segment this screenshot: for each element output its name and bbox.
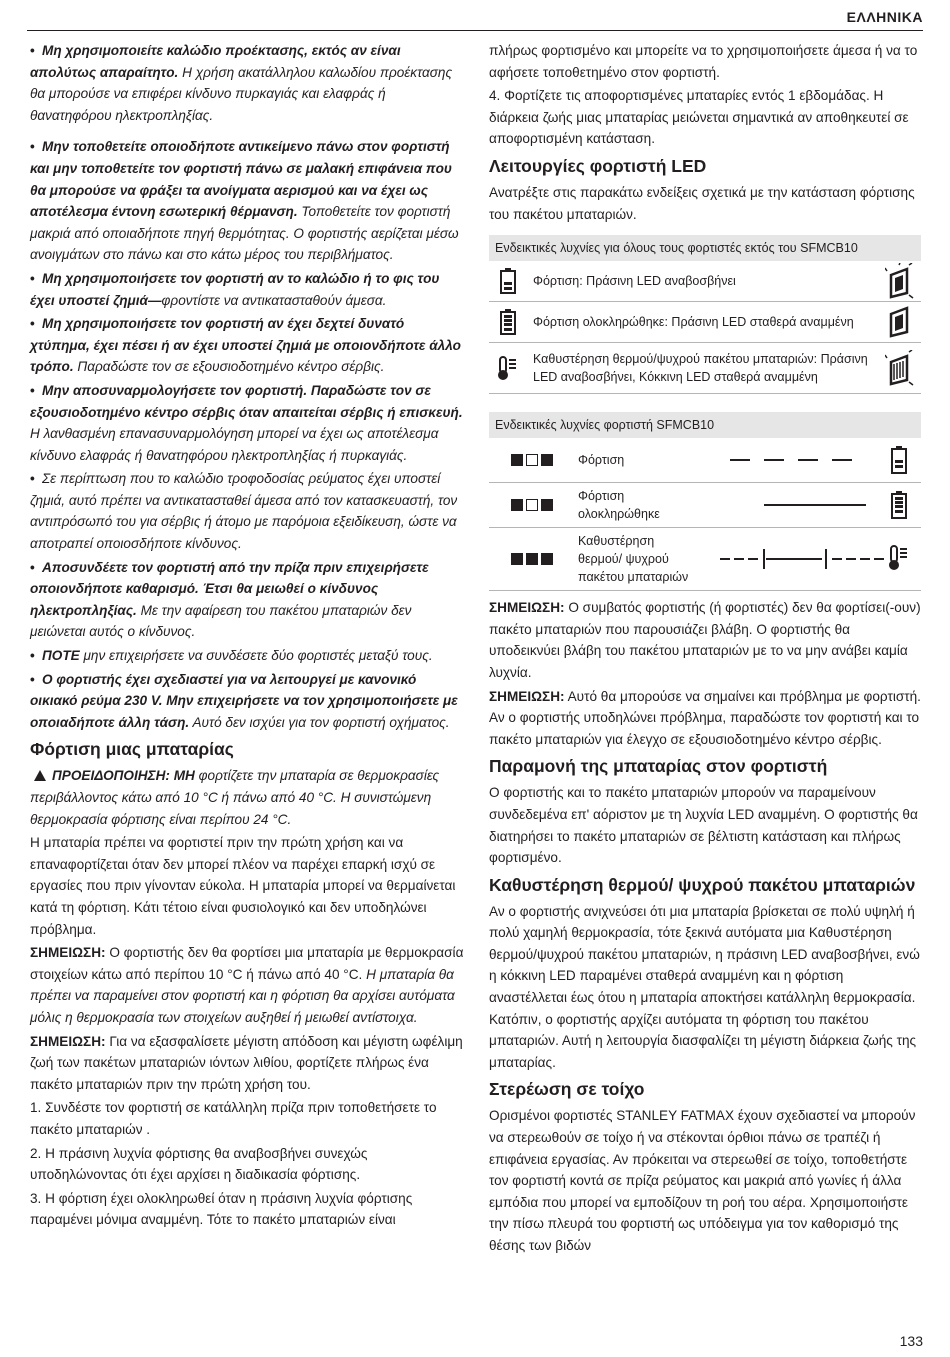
bullet-bold: • Μη χρησιμοποιείτε καλώδιο προέκτασης, εκτός αν είναι απολύτως απαραίτητο. <box>30 43 401 80</box>
dashed-blink-pattern <box>700 446 921 474</box>
safety-bullet <box>30 468 466 554</box>
safety-bullet <box>30 557 466 643</box>
safety-bullet <box>30 40 466 126</box>
step-item: 4. Φορτίζετε τις αποφορτισμένες μπαταρίες εντός 1 εβδομάδας. Η διάρκεια ζωής μιας μπαταρίας μειώνεται σημαντικά αν αποθηκευτεί σε αποφορτισμένη κατάσταση. <box>489 88 909 147</box>
thermometer-icon <box>889 546 907 570</box>
led-state-icon <box>489 553 574 565</box>
warning-paragraph <box>30 765 466 830</box>
note-label: ΣΗΜΕΙΩΣΗ: <box>489 600 565 616</box>
page-number: 133 <box>899 1333 923 1349</box>
note-paragraph <box>30 1031 466 1096</box>
note-label: ΣΗΜΕΙΩΣΗ: <box>30 945 106 961</box>
paragraph: πλήρως φορτισμένο και μπορείτε να το χρησιμοποιήσετε άμεσα ή να το αφήσετε τοποθετημένο στον φορτιστή. <box>489 43 918 80</box>
led-state-icon <box>489 499 574 511</box>
note-text: Ο συμβατός φορτιστής (ή φορτιστές) δεν θα φορτίσει(-ουν) πακέτο μπαταριών που παρουσιάζει βλάβη. Ο φορτιστής θα υποδεικνύει βλάβη του πακέτου μπαταριών με το να μην ανάβει καμία λυχνία. <box>489 600 921 680</box>
bullet-text: μην επιχειρήσετε να συνδέσετε δύο φορτιστές μεταξύ τους. <box>79 648 433 664</box>
solid-pattern <box>700 491 921 519</box>
safety-bullet <box>30 645 466 667</box>
note-text: Ο φορτιστής δεν θα φορτίσει μια μπαταρία με θερμοκρασία στοιχείων κάτω από περίπου 10 °C ή πάνω από 40 °C. <box>30 945 464 982</box>
bullet-text: Η λανθασμένη επανασυναρμολόγηση μπορεί να έχει ως αποτέλεσμα κίνδυνο ελαφράς ή θανατηφόρου ηλεκτροπληξίας ή πυρκαγιάς. <box>30 426 439 463</box>
note-label: ΣΗΜΕΙΩΣΗ: <box>30 1033 106 1049</box>
warning-label: ΠΡΟΕΙΔΟΠΟΙΗΣΗ: ΜΗ <box>52 768 195 784</box>
hot-cold-led-icon <box>879 350 921 386</box>
sfmcb10-indicator-table <box>489 412 921 591</box>
step-item: 3. Η φόρτιση έχει ολοκληρωθεί όταν η πράσινη λυχνία φόρτισης παραμένει μόνιμα αναμμένη. Τότε το πακέτο μπαταριών είναι <box>30 1190 413 1228</box>
battery-charging-icon <box>892 446 906 473</box>
section-heading-single-battery: Φόρτιση μιας μπαταρίας <box>30 739 234 760</box>
bullet-bold: • Ο φορτιστής έχει σχεδιαστεί για να λειτουργεί με κανονικό οικιακό ρεύμα 230 V. Μην επιχειρήσετε να τον χρησιμοποιήσετε με οποιαδήποτε άλλη τάση. <box>30 672 458 730</box>
page-language-header: ΕΛΛΗΝΙΚΑ <box>846 9 923 25</box>
led-on <box>511 454 523 466</box>
bullet-bold: • Μη χρησιμοποιήσετε τον φορτιστή αν έχει δεχτεί δυνατό χτύπημα, έχει πέσει ή αν έχει υποστεί ζημιά με οποιονδήποτε άλλο τρόπο. <box>30 316 461 374</box>
bullet-bold: • Μη χρησιμοποιήσετε τον φορτιστή αν το καλώδιο ή το φις του έχει υποστεί ζημιά— <box>30 271 439 308</box>
header-rule <box>27 30 923 31</box>
safety-bullet <box>30 268 466 311</box>
safety-bullet <box>30 313 466 378</box>
led-on <box>541 499 553 511</box>
left-column <box>30 40 466 1233</box>
led-on <box>526 553 538 565</box>
table-cell-text: Καθυστέρηση θερμού/ ψυχρού πακέτου μπαταριών <box>578 534 689 585</box>
led-on <box>511 499 523 511</box>
table-row <box>489 261 921 302</box>
note-label: ΣΗΜΕΙΩΣΗ: <box>489 688 565 704</box>
table-row <box>489 528 921 591</box>
note-paragraph <box>489 597 921 683</box>
bullet-text: Παραδώστε τον σε εξουσιοδοτημένο κέντρο σέρβις. <box>73 359 385 375</box>
bullet-bold: • Μην τοποθετείτε οποιοδήποτε αντικείμενο πάνω στον φορτιστή και μην τοποθετείτε τον φορτιστή πάνω σε μαλακή επιφάνεια που θα μπορούσε να φράξει τα ανοίγματα αερισμού και να έχει ως αποτέλεσμα έντονη εσωτερική θέρμανση. <box>30 139 452 219</box>
safety-bullet <box>30 669 466 734</box>
bullet-bold: • ΠΟΤΕ <box>30 648 80 663</box>
battery-full-icon <box>892 491 906 518</box>
step-item: 1. Συνδέστε τον φορτιστή σε κατάλληλη πρίζα πριν τοποθετήσετε το πακέτο μπαταριών . <box>30 1100 437 1137</box>
section-heading-led-functions: Λειτουργίες φορτιστή LED <box>489 155 707 176</box>
table-cell-text: Καθυστέρηση θερμού/ψυχρού πακέτου μπαταριών: Πράσινη LED αναβοσβήνει, Κόκκινη LED σταθερά αναμμένη <box>533 352 868 385</box>
paragraph: Η μπαταρία πρέπει να φορτιστεί πριν την πρώτη χρήση και να επαναφορτίζεται όταν δεν μπορεί πλέον να παρέχει επαρκή ισχύ σε εργασίες που πριν γίνονταν εύκολα. Η μπαταρία μπορεί να θερμαίνεται κατά τη φόρτιση. Κάτι τέτοιο είναι φυσιολογικό και δεν υποδηλώνει πρόβλημα. <box>30 835 456 937</box>
paragraph: Ο φορτιστής και το πακέτο μπαταριών μπορούν να παραμείνουν συνδεδεμένα επ' αόριστον με τη λυχνία LED αναμμένη. Ο φορτιστής θα διατηρήσει το πακέτο μπαταριών σε βέλτιστη κατάσταση και πλήρως φορτισμένο. <box>489 785 918 866</box>
note-paragraph <box>489 686 921 751</box>
section-heading-wall-mount: Στερέωση σε τοίχο <box>489 1079 645 1100</box>
bullet-text: φροντίστε να αντικατασταθούν άμεσα. <box>161 292 387 308</box>
step-item: 2. Η πράσινη λυχνία φόρτισης θα αναβοσβήνει συνεχώς υποδηλώνοντας ότι έχει αρχίσει η διαδικασία φόρτισης. <box>30 1145 368 1183</box>
section-heading-hot-cold-delay: Καθυστέρηση θερμού/ ψυχρού πακέτου μπαταριών <box>489 874 916 895</box>
led-on <box>541 454 553 466</box>
bullet-text: Η χρήση ακατάλληλου καλωδίου προέκτασης θα μπορούσε να επιφέρει κίνδυνο πυρκαγιάς και ελαφράς ή θανατηφόρου ηλεκτροπληξίας. <box>30 64 453 123</box>
warning-text: φορτίζετε την μπαταρία σε θερμοκρασίες περιβάλλοντος κάτω από 10 °C ή πάνω από 40 °C. Η συνιστώμενη θερμοκρασία φόρτισης είναι περίπου 24 °C. <box>30 768 440 827</box>
led-on <box>541 553 553 565</box>
right-column <box>489 40 921 1259</box>
battery-charging-icon <box>489 268 527 294</box>
led-off <box>526 499 538 511</box>
table-cell-text: Φόρτιση ολοκληρώθηκε: Πράσινη LED σταθερά αναμμένη <box>533 315 854 330</box>
paragraph: Ορισμένοι φορτιστές STANLEY FATMAX έχουν σχεδιαστεί να μπορούν να στερεωθούν σε τοίχο ή να στέκονται όρθιοι πάνω σε τραπέζι ή επιφάνεια εργασίας. Αν πρόκειται να στερεωθεί σε τοίχο, τοποθετήστε τον φορτιστή κοντά σε πρίζα ρεύματος και μακριά από γωνίες ή άλλα εμπόδια που μπορεί να εμποδίζουν τη ροή του αέρα. Χρησιμοποιήστε την πίσω πλευρά του φορτιστή ως υπόδειγμα για τον καθορισμό της θέσης των βιδών <box>489 1108 916 1253</box>
blinking-led-icon <box>879 263 921 299</box>
mixed-pattern <box>700 544 921 574</box>
note-italic: Η μπαταρία θα πρέπει να παραμείνει στον φορτιστή και η φόρτιση θα αρχίσει αυτόματα μόλις η θερμοκρασία των στοιχείων αυξηθεί ή μειωθεί αντίστοιχα. <box>30 966 455 1025</box>
led-on <box>511 553 523 565</box>
led-indicator-table <box>489 235 921 394</box>
table-header: Ενδεικτικές λυχνίες για όλους τους φορτιστές εκτός του SFMCB10 <box>489 235 921 261</box>
table-row <box>489 302 921 343</box>
safety-bullet <box>30 380 466 466</box>
note-text: Για να εξασφαλίσετε μέγιστη απόδοση και μέγιστη ωφέλιμη ζωή των πακέτων μπαταριών ιόντων λιθίου, φορτίζετε πλήρως ένα πακέτο μπαταριών πριν την πρώτη χρήση του. <box>30 1033 463 1092</box>
table-header: Ενδεικτικές λυχνίες φορτιστή SFMCB10 <box>489 412 921 438</box>
table-cell-text: Φόρτιση ολοκληρώθηκε <box>578 489 660 522</box>
table-row <box>489 438 921 483</box>
bullet-text: • Σε περίπτωση που το καλώδιο τροφοδοσίας ρεύματος έχει υποστεί ζημιά, αυτό πρέπει να αντικατασταθεί άμεσα από τον κατασκευαστή, τον αντιπρόσωπό του για σέρβις ή άτομο με παρόμοια εξειδίκευση, ώστε να αποτραπεί οποιοσδήποτε κίνδυνος. <box>30 471 457 551</box>
note-text: Αυτό θα μπορούσε να σημαίνει και πρόβλημα με φορτιστή. Αν ο φορτιστής υποδηλώνει πρόβλημα, παραδώστε τον φορτιστή και το πακέτο μπαταριών για έλεγχο σε εξουσιοδοτημένο κέντρο σέρβις. <box>489 688 921 747</box>
bullet-text: Αυτό δεν ισχύει για τον φορτιστή οχήματος. <box>189 714 450 730</box>
bullet-bold: • Αποσυνδέετε τον φορτιστή από την πρίζα πριν επιχειρήσετε οποιονδήποτε καθαρισμό. Έτσι θα μειωθεί ο κίνδυνος ηλεκτροπληξίας. <box>30 560 429 618</box>
battery-full-icon <box>489 309 527 335</box>
led-state-icon <box>489 454 574 466</box>
note-paragraph <box>30 942 466 1028</box>
bullet-bold: • Μην αποσυναρμολογήσετε τον φορτιστή. Παραδώστε τον σε εξουσιοδοτημένο κέντρο σέρβις όταν απαιτείται σέρβις ή επισκευή. <box>30 383 463 420</box>
paragraph: Αν ο φορτιστής ανιχνεύσει ότι μια μπαταρία βρίσκεται σε πολύ υψηλή ή πολύ χαμηλή θερμοκρασία, τότε ξεκινά αυτόματα μια Καθυστέρηση θερμού/ψυχρού πακέτου μπαταριών, η πράσινη LED αναβοσβήνει, ενώ η κόκκινη LED παραμένει σταθερά αναμμένη και η φόρτιση αναστέλλεται έως ότου η μπαταρία αποκτήσει κατάλληλη θερμοκρασία. Κατόπιν, ο φορτιστής αρχίζει αυτόματα τη φόρτιση του πακέτου μπαταριών. Αυτή η λειτουργία διασφαλίζει τη μέγιστη διάρκεια ζωής της μπαταρίας. <box>489 903 920 1070</box>
table-row <box>489 483 921 528</box>
paragraph: Ανατρέξτε στις παρακάτω ενδείξεις σχετικά με την κατάσταση φόρτισης του πακέτου μπαταριών. <box>489 184 915 222</box>
table-row <box>489 343 921 394</box>
table-cell-text: Φόρτιση <box>578 453 625 468</box>
section-heading-battery-stay: Παραμονή της μπαταρίας στον φορτιστή <box>489 756 828 777</box>
led-off <box>526 454 538 466</box>
table-cell-text: Φόρτιση: Πράσινη LED αναβοσβήνει <box>533 274 736 289</box>
warning-triangle-icon <box>34 770 46 781</box>
solid-led-icon <box>879 304 921 340</box>
safety-bullet <box>30 136 466 266</box>
thermometer-icon <box>489 355 527 381</box>
bullet-text: Τοποθετείτε τον φορτιστή μακριά από οποιαδήποτε πηγή θερμότητας. Ο φορτιστής αερίζεται μέσω ανοιγμάτων στο πάνω και στο κάτω μέρος του περιβλήματος. <box>30 204 459 263</box>
bullet-text: Με την αφαίρεση του πακέτου μπαταριών δεν μειώνεται αυτός ο κίνδυνος. <box>30 602 412 640</box>
